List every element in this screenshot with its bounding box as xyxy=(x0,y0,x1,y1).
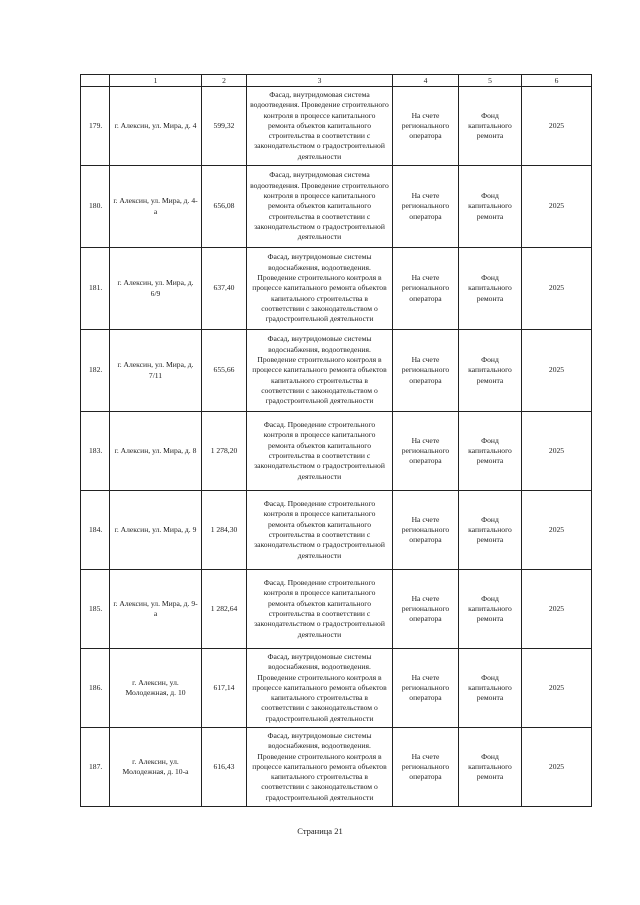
funding-source-cell: Фонд капитального ремонта xyxy=(459,570,522,649)
table-row xyxy=(81,649,592,728)
account-type-cell: На счете регионального оператора xyxy=(393,649,459,728)
table-row xyxy=(81,248,592,330)
works-description-cell: Фасад. Проведение строительного контроля в процессе капитального ремонта объектов капитального строительства в соответствии с законодательством о градостроительной деятельности xyxy=(247,491,393,570)
account-type-cell: На счете регионального оператора xyxy=(393,412,459,491)
year-cell: 2025 xyxy=(522,166,592,248)
account-type-cell: На счете регионального оператора xyxy=(393,330,459,412)
table-row xyxy=(81,412,592,491)
account-type-cell: На счете регионального оператора xyxy=(393,570,459,649)
cost-cell: 656,08 xyxy=(202,166,247,248)
year-cell: 2025 xyxy=(522,649,592,728)
funding-source-cell: Фонд капитального ремонта xyxy=(459,649,522,728)
funding-source-cell: Фонд капитального ремонта xyxy=(459,728,522,807)
address-cell: г. Алексин, ул. Мира, д. 6/9 xyxy=(110,248,202,330)
works-description-cell: Фасад, внутридомовая система водоотведения. Проведение строительного контроля в процессе капитального ремонта объектов капитального строительства в соответствии с законодательством о градостроительной деятельности xyxy=(247,87,393,166)
funding-source-cell: Фонд капитального ремонта xyxy=(459,330,522,412)
account-type-cell: На счете регионального оператора xyxy=(393,166,459,248)
address-cell: г. Алексин, ул. Молодежная, д. 10-а xyxy=(110,728,202,807)
cost-cell: 1 284,30 xyxy=(202,491,247,570)
row-number-cell: 180. xyxy=(81,166,110,248)
cost-cell: 599,32 xyxy=(202,87,247,166)
account-type-cell: На счете регионального оператора xyxy=(393,87,459,166)
header-cell-4: 4 xyxy=(393,75,459,87)
account-type-cell: На счете регионального оператора xyxy=(393,248,459,330)
header-cell-6: 6 xyxy=(522,75,592,87)
year-cell: 2025 xyxy=(522,570,592,649)
year-cell: 2025 xyxy=(522,330,592,412)
table-row xyxy=(81,728,592,807)
works-description-cell: Фасад. Проведение строительного контроля в процессе капитального ремонта объектов капитального строительства в соответствии с законодательством о градостроительной деятельности xyxy=(247,570,393,649)
cost-cell: 637,40 xyxy=(202,248,247,330)
cost-cell: 1 282,64 xyxy=(202,570,247,649)
table-row xyxy=(81,570,592,649)
address-cell: г. Алексин, ул. Молодежная, д. 10 xyxy=(110,649,202,728)
row-number-cell: 183. xyxy=(81,412,110,491)
header-row xyxy=(81,75,592,87)
table-row xyxy=(81,87,592,166)
table-row xyxy=(81,330,592,412)
header-cell-3: 3 xyxy=(247,75,393,87)
funding-source-cell: Фонд капитального ремонта xyxy=(459,166,522,248)
funding-source-cell: Фонд капитального ремонта xyxy=(459,491,522,570)
header-cell-1: 1 xyxy=(110,75,202,87)
header-cell-5: 5 xyxy=(459,75,522,87)
works-description-cell: Фасад, внутридомовые системы водоснабжения, водоотведения. Проведение строительного контроля в процессе капитального ремонта объектов капитального строительства в соответствии с законодательством о градостроительной деятельности xyxy=(247,649,393,728)
account-type-cell: На счете регионального оператора xyxy=(393,728,459,807)
table-row xyxy=(81,491,592,570)
address-cell: г. Алексин, ул. Мира, д. 8 xyxy=(110,412,202,491)
row-number-cell: 181. xyxy=(81,248,110,330)
row-number-cell: 179. xyxy=(81,87,110,166)
year-cell: 2025 xyxy=(522,248,592,330)
year-cell: 2025 xyxy=(522,491,592,570)
year-cell: 2025 xyxy=(522,412,592,491)
header-cell-2: 2 xyxy=(202,75,247,87)
cost-cell: 655,66 xyxy=(202,330,247,412)
row-number-cell: 186. xyxy=(81,649,110,728)
row-number-cell: 185. xyxy=(81,570,110,649)
capital-repair-table xyxy=(80,74,592,807)
address-cell: г. Алексин, ул. Мира, д. 4-а xyxy=(110,166,202,248)
row-number-cell: 187. xyxy=(81,728,110,807)
address-cell: г. Алексин, ул. Мира, д. 9 xyxy=(110,491,202,570)
row-number-cell: 182. xyxy=(81,330,110,412)
year-cell: 2025 xyxy=(522,87,592,166)
table-row xyxy=(81,166,592,248)
funding-source-cell: Фонд капитального ремонта xyxy=(459,248,522,330)
header-cell-blank xyxy=(81,75,110,87)
funding-source-cell: Фонд капитального ремонта xyxy=(459,87,522,166)
address-cell: г. Алексин, ул. Мира, д. 9-а xyxy=(110,570,202,649)
cost-cell: 616,43 xyxy=(202,728,247,807)
year-cell: 2025 xyxy=(522,728,592,807)
works-description-cell: Фасад, внутридомовая система водоотведения. Проведение строительного контроля в процессе капитального ремонта объектов капитального строительства в соответствии с законодательством о градостроительной деятельности xyxy=(247,166,393,248)
account-type-cell: На счете регионального оператора xyxy=(393,491,459,570)
funding-source-cell: Фонд капитального ремонта xyxy=(459,412,522,491)
works-description-cell: Фасад. Проведение строительного контроля в процессе капитального ремонта объектов капитального строительства в соответствии с законодательством о градостроительной деятельности xyxy=(247,412,393,491)
address-cell: г. Алексин, ул. Мира, д. 7/11 xyxy=(110,330,202,412)
works-description-cell: Фасад, внутридомовые системы водоснабжения, водоотведения. Проведение строительного контроля в процессе капитального ремонта объектов капитального строительства в соответствии с законодательством о градостроительной деятельности xyxy=(247,330,393,412)
address-cell: г. Алексин, ул. Мира, д. 4 xyxy=(110,87,202,166)
works-description-cell: Фасад, внутридомовые системы водоснабжения, водоотведения. Проведение строительного контроля в процессе капитального ремонта объектов капитального строительства в соответствии с законодательством о градостроительной деятельности xyxy=(247,248,393,330)
cost-cell: 1 278,20 xyxy=(202,412,247,491)
cost-cell: 617,14 xyxy=(202,649,247,728)
row-number-cell: 184. xyxy=(81,491,110,570)
works-description-cell: Фасад, внутридомовые системы водоснабжения, водоотведения. Проведение строительного контроля в процессе капитального ремонта объектов капитального строительства в соответствии с законодательством о градостроительной деятельности xyxy=(247,728,393,807)
page-footer: Страница 21 xyxy=(297,826,343,836)
